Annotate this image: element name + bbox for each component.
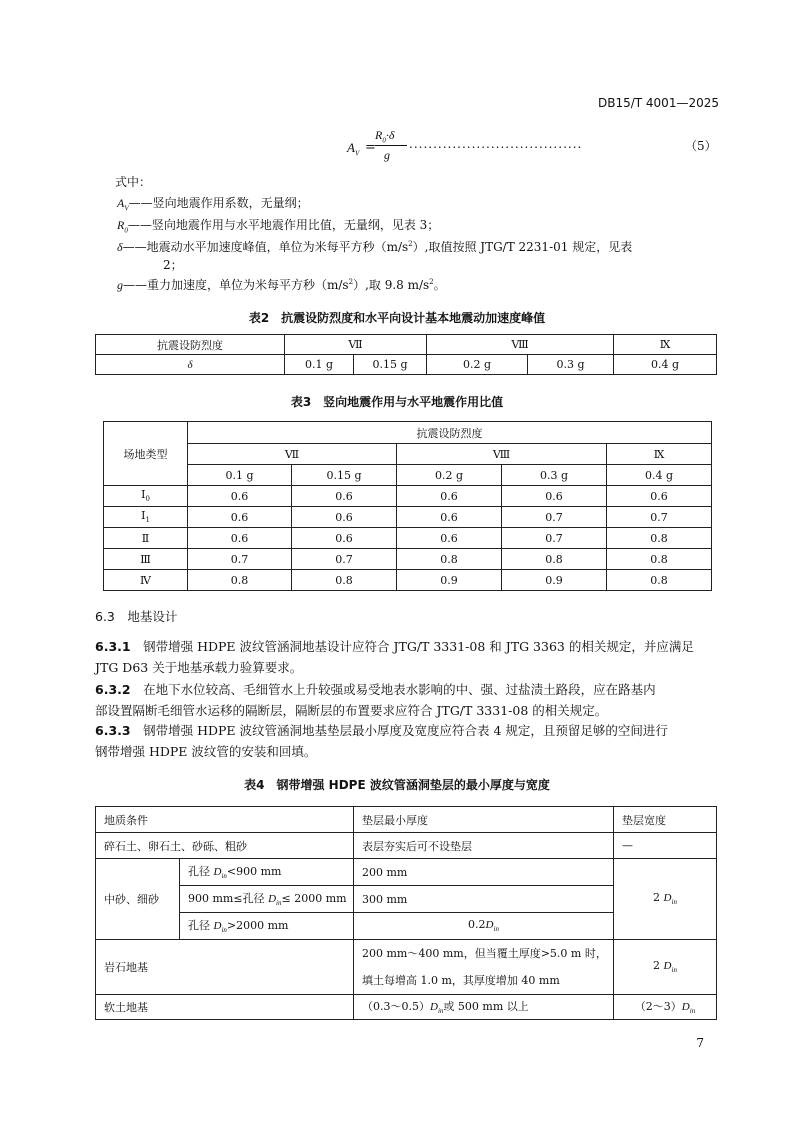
definition-g: g——重力加速度，单位为米每平方秒$(m/s^2)$,取 9.8 $m/s^2$。 <box>117 278 446 292</box>
table3-cell: 0.6 <box>502 486 607 507</box>
table2-value: 0.1 g <box>285 355 354 375</box>
clause-6-3-2: 6.3.2 在地下水位较高、毛细管水上升较强或易受地表水影响的中、强、过盐渍土路段，应在路基内 部设置隔断毛细管水运移的隔断层，隔断层的布置要求应符合 JTG/T 3331-08 的相关规定。 <box>95 682 656 718</box>
table-row <box>104 570 712 591</box>
table2 <box>95 334 717 375</box>
table4-cell: 碎石土、卵石土、砂砾、粗砂 <box>96 833 354 859</box>
table-row <box>96 940 717 995</box>
table3-cell: 0.6 <box>188 486 292 507</box>
table3-cell: 0.7 <box>188 549 292 570</box>
table4-cell: 孔径 $D_{in}<900$ mm <box>180 859 354 886</box>
table4-cell: 2 $D_{in}$ <box>614 940 717 995</box>
table3-cell: 0.6 <box>188 507 292 528</box>
table-row <box>104 507 712 528</box>
table3-cell: 0.6 <box>292 528 397 549</box>
table2-value: 0.3 g <box>528 355 614 375</box>
table3-cell: 0.8 <box>188 570 292 591</box>
table2-value: 0.2 g <box>427 355 528 375</box>
table4-cell: 孔径 $D_{in}>2000$ mm <box>180 913 354 940</box>
table4-cell: 200 mm <box>354 859 614 886</box>
table4-header-width: 垫层宽度 <box>614 807 717 833</box>
table3-group: Ⅶ <box>188 444 397 465</box>
table3-accel: 0.3 g <box>502 465 607 486</box>
table4-cell: 900 mm≤孔径 $D_{in}\le 2000$ mm <box>180 886 354 913</box>
clause-6-3-1: 6.3.1 钢带增强 HDPE 波纹管涵洞地基设计应符合 JTG/T 3331-08 和 JTG 3363 的相关规定，并应满足 JTG D63 关于地基承载力验算要求。 <box>95 639 694 675</box>
table-row <box>96 833 717 859</box>
table3-cell: 0.6 <box>607 486 712 507</box>
table3-cell: 0.8 <box>502 549 607 570</box>
table-row <box>104 549 712 570</box>
table3-cell: 0.6 <box>292 507 397 528</box>
table2-value: 0.4 g <box>614 355 717 375</box>
table4-header-thickness: 垫层最小厚度 <box>354 807 614 833</box>
table3 <box>103 421 712 591</box>
definition-delta: δ——地震动水平加速度峰值，单位为米每平方秒$(m/s^2)$,取值按照 JTG/T 2231-01 规定，见表 <box>117 240 633 254</box>
table4-cell: 软土地基 <box>96 995 354 1020</box>
table3-cell: 0.8 <box>292 570 397 591</box>
definition-delta-cont: 2； <box>163 258 183 272</box>
table3-site: Ⅳ <box>104 570 188 591</box>
table3-cell: 0.6 <box>292 486 397 507</box>
table4-cell: $(0.3\sim 0.5)D_{in}$或 500 mm 以上 <box>354 995 614 1020</box>
table2-value: 0.15 g <box>354 355 427 375</box>
table-row <box>96 995 717 1020</box>
table4-cell: 岩石地基 <box>96 940 354 995</box>
table3-site-label: 场地类型 <box>104 422 188 486</box>
definition-av: $A_V——$竖向地震作用系数，无量纲； <box>117 196 309 213</box>
table2-caption: 表2 抗震设防烈度和水平向设计基本地震动加速度峰值 <box>248 311 546 325</box>
table3-cell: 0.6 <box>397 486 502 507</box>
table4-cell: $(2\sim 3)D_{in}$ <box>614 995 717 1020</box>
formula-intro: 式中： <box>115 175 152 189</box>
table4 <box>95 806 717 1020</box>
table4-cell: 中砂、细砂 <box>96 859 180 940</box>
clause-6-3-3: 6.3.3 钢带增强 HDPE 波纹管涵洞地基垫层最小厚度及宽度应符合表 4 规定，且预留足够的空间进行 钢带增强 HDPE 波纹管的安装和回填。 <box>95 723 668 759</box>
table4-header-condition: 地质条件 <box>96 807 354 833</box>
table3-accel: 0.4 g <box>607 465 712 486</box>
table4-cell: 2 $D_{in}$ <box>614 859 717 940</box>
table2-group: Ⅷ <box>427 335 614 355</box>
document-code: DB15/T 4001—2025 <box>597 96 719 110</box>
table-row <box>96 859 717 886</box>
definition-r0: $R_0——$竖向地震作用与水平地震作用比值，无量纲，见表 3； <box>117 218 440 235</box>
table3-cell: 0.9 <box>502 570 607 591</box>
table3-cell: 0.6 <box>397 507 502 528</box>
table3-cell: 0.7 <box>502 528 607 549</box>
table3-cell: 0.8 <box>607 570 712 591</box>
table3-accel: 0.15 g <box>292 465 397 486</box>
table4-cell: $0.2D_{in}$ <box>354 913 614 940</box>
table4-caption: 表4 钢带增强 HDPE 波纹管涵洞垫层的最小厚度与宽度 <box>244 778 550 792</box>
section-heading: 6.3 地基设计 <box>95 609 178 624</box>
table4-cell: 200 mm～400 mm，但当覆土厚度>5.0 m 时， 填土每增高 1.0 m，其厚度增加 40 mm <box>354 940 614 995</box>
table3-site: $Ⅰ_1$ <box>104 507 188 528</box>
table-row <box>104 486 712 507</box>
table3-cell: 0.7 <box>292 549 397 570</box>
table3-intensity-label: 抗震设防烈度 <box>188 422 712 444</box>
table3-site: Ⅱ <box>104 528 188 549</box>
table4-cell: 300 mm <box>354 886 614 913</box>
table2-group: Ⅶ <box>285 335 427 355</box>
table3-group: Ⅸ <box>607 444 712 465</box>
table4-cell: — <box>614 833 717 859</box>
table3-site: $Ⅰ_0$ <box>104 486 188 507</box>
table3-cell: 0.7 <box>607 507 712 528</box>
table3-group: Ⅷ <box>397 444 607 465</box>
table3-cell: 0.6 <box>397 528 502 549</box>
table2-label-intensity: 抗震设防烈度 <box>96 335 285 355</box>
table3-cell: 0.8 <box>607 549 712 570</box>
page-number: 7 <box>696 1036 704 1050</box>
table-row <box>104 528 712 549</box>
table3-site: Ⅲ <box>104 549 188 570</box>
formula-5: $A_V$ = $R_0\cdot\delta$ g .................................... （5） <box>347 128 717 162</box>
table3-cell: 0.8 <box>607 528 712 549</box>
table3-accel: 0.2 g <box>397 465 502 486</box>
table2-label-delta: δ <box>96 355 285 375</box>
table3-cell: 0.7 <box>502 507 607 528</box>
table2-group: Ⅸ <box>614 335 717 355</box>
table3-cell: 0.8 <box>397 549 502 570</box>
table3-cell: 0.6 <box>188 528 292 549</box>
table3-caption: 表3 竖向地震作用与水平地震作用比值 <box>290 395 504 409</box>
table3-cell: 0.9 <box>397 570 502 591</box>
table4-cell: 表层夯实后可不设垫层 <box>354 833 614 859</box>
table3-accel: 0.1 g <box>188 465 292 486</box>
